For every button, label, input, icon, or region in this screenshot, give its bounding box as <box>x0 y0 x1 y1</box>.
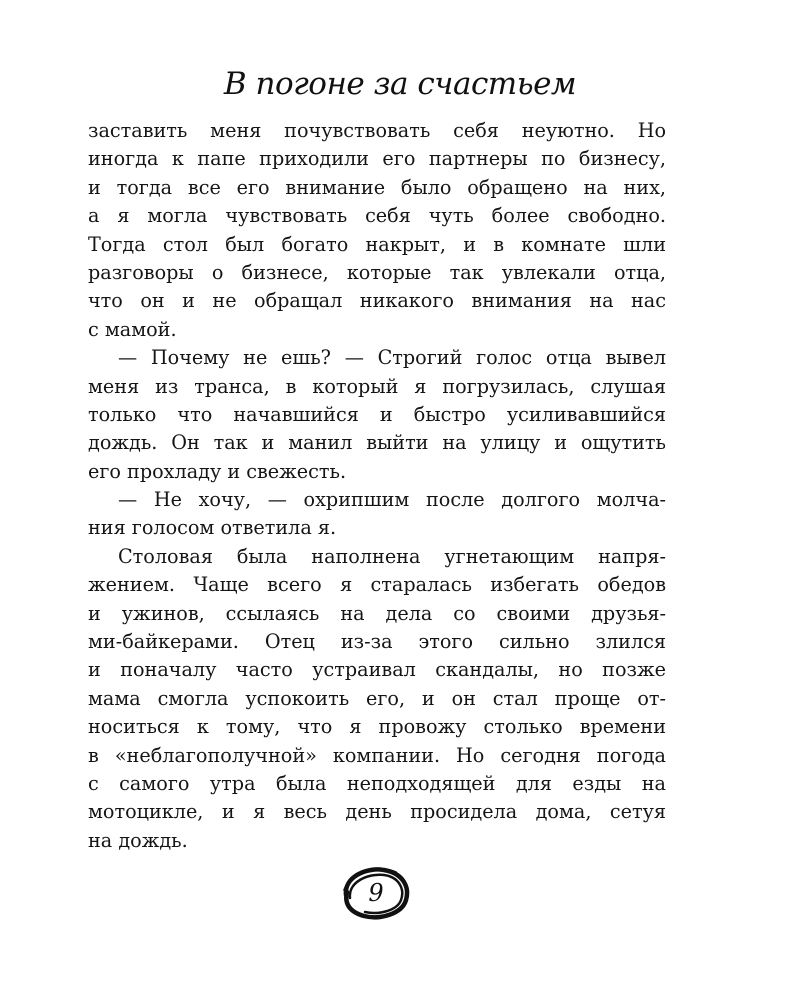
text-line: с самого утра была неподходящей для езды на <box>88 771 666 795</box>
text-line: заставить меня почувствовать себя неуютно. Но <box>88 119 666 142</box>
text-line: иногда к папе приходили его партнеры по бизнесу, <box>88 147 666 171</box>
text-line: разговоры о бизнесе, которые так увлекали отца, <box>88 260 666 284</box>
text-line: жением. Чаще всего я старалась избегать обедов <box>88 573 666 597</box>
text-line: мама смогла успокоить его, и он стал проще от- <box>88 686 666 710</box>
text-line: мотоцикле, и я весь день просидела дома, сетуя <box>88 800 666 824</box>
text-line: только что начавшийся и быстро усиливавшийся <box>88 402 666 426</box>
running-title: В погоне за счастьем <box>223 66 577 102</box>
text-line: — Почему не ешь? — Строгий голос отца вывел <box>118 346 666 370</box>
text-line: ми-байкерами. Отец из-за этого сильно злился <box>88 630 666 654</box>
text-line: с мамой. <box>88 317 177 341</box>
text-line: что он и не обращал никакого внимания на нас <box>88 289 666 313</box>
text-line: — Не хочу, — охрипшим после долгого молча- <box>118 488 666 512</box>
text-line: дождь. Он так и манил выйти на улицу и ощутить <box>88 431 666 455</box>
text-line: носиться к тому, что я провожу столько времени <box>88 715 666 739</box>
page-number-badge <box>338 862 414 924</box>
text-line: меня из транса, в который я погрузилась, слушая <box>88 374 666 398</box>
text-line: в «неблагополучной» компании. Но сегодня погода <box>88 743 666 767</box>
text-line: ния голосом ответила я. <box>88 516 337 540</box>
text-line: и тогда все его внимание было обращено на них, <box>88 175 666 199</box>
text-line: а я могла чувствовать себя чуть более свободно. <box>88 204 666 228</box>
text-line: его прохладу и свежесть. <box>88 459 347 483</box>
body-text <box>88 117 666 855</box>
text-line: Тогда стол был богато накрыт, и в комнате шли <box>88 232 666 256</box>
text-line: и ужинов, ссылаясь на дела со своими друзья- <box>88 601 666 625</box>
page-number: 9 <box>368 879 384 907</box>
text-line: Столовая была наполнена угнетающим напря- <box>118 544 666 568</box>
text-line: и поначалу часто устраивал скандалы, но позже <box>88 658 666 682</box>
text-line: на дождь. <box>88 828 188 852</box>
